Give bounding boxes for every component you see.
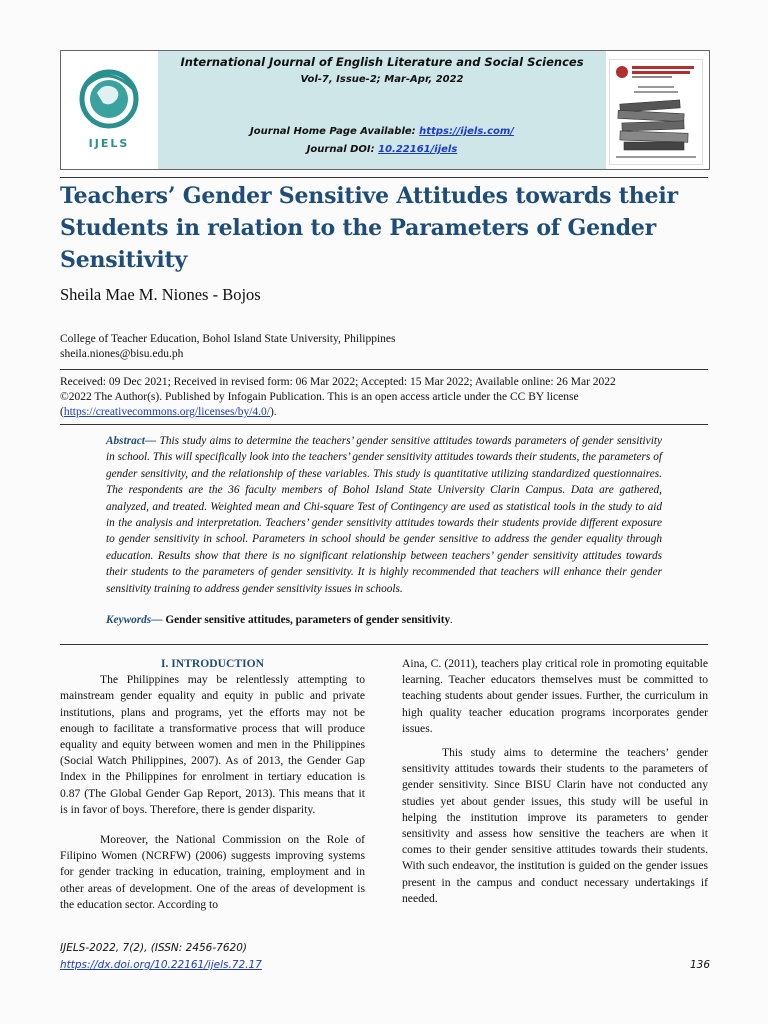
right-paragraph-2: This study aims to determine the teachers’ gender sensitivity attitudes towards their students to the parameters of gender sensitivity. Since BISU Clarin have not conducted any studies yet about gender issues, this study will be useful in helping the institution improve its parameters to gender sensitivity and assess how sensitive the teachers are when it comes to their gender sensitive attitudes towards their students. With such endeavor, the institution is guided on the gender issues present in the campus and conduct necessary undertakings if needed.	[402, 746, 708, 905]
banner-center	[158, 51, 606, 169]
left-column	[60, 656, 365, 913]
journal-home-label: Journal Home Page Available:	[250, 126, 420, 137]
journal-home	[158, 126, 606, 137]
journal-cover-image	[609, 59, 703, 165]
copyright-line: ©2022 The Author(s). Published by Infogain Publication. This is an open access article under the CC BY license	[60, 391, 579, 403]
journal-volume: Vol-7, Issue-2; Mar-Apr, 2022	[300, 74, 464, 85]
article-title: Teachers’ Gender Sensitive Attitudes towards their Students in relation to the Parameters of Gender Sensitivity	[60, 183, 678, 273]
right-column	[402, 656, 708, 907]
journal-banner	[60, 50, 710, 170]
keywords	[106, 614, 453, 626]
journal-doi-link[interactable]: 10.22161/ijels	[378, 144, 458, 155]
author-email: sheila.niones@bisu.edu.ph	[60, 348, 184, 360]
left-paragraph-1: The Philippines may be relentlessly attempting to mainstream gender equality and equity in public and private institutions, plans and programs, yet the efforts may not be enough to facilitate a transformative process that will produce equality and equity between women and men in the Philippines (Social Watch Philippines, 2007). As of 2013, the Gender Gap Index in the Philippines for enrolment in tertiary education is 0.87 (The Global Gender Gap Report, 2013). This means that it is in favor of boys. Therefore, there is gender disparity.	[60, 673, 365, 816]
section-heading: I. INTRODUCTION	[160, 657, 265, 670]
abstract	[106, 433, 662, 597]
logo-text: IJELS	[88, 137, 130, 150]
keywords-text: Gender sensitive attitudes, parameters of gender sensitivity	[162, 614, 451, 626]
journal-home-link[interactable]: https://ijels.com/	[419, 126, 514, 137]
publication-dates: Received: 09 Dec 2021; Received in revised form: 06 Mar 2022; Accepted: 15 Mar 2022; Available online: 26 Mar 2022	[60, 376, 616, 388]
abstract-bottom-rule	[60, 644, 708, 645]
right-paragraph-1: Aina, C. (2011), teachers play critical role in promoting equitable learning. Teacher educators themselves must be committed to teaching students about gender issues. Further, the curriculum in high quality teacher education programs incorporates gender issues.	[402, 657, 708, 735]
abstract-label: Abstract—	[106, 435, 157, 447]
journal-title: International Journal of English Literature and Social Sciences	[180, 55, 584, 69]
page-number: 136	[690, 959, 711, 971]
keywords-end: .	[450, 614, 453, 626]
dates-rule	[60, 369, 708, 370]
footer-citation: IJELS-2022, 7(2), (ISSN: 2456-7620)	[60, 942, 247, 954]
journal-doi	[158, 144, 606, 155]
journal-logo	[73, 65, 145, 155]
abstract-text: This study aims to determine the teachers’ gender sensitive attitudes towards parameters of gender sensitivity in school. This will specifically look into the teachers’ gender sensitivity attitudes towards their students, the parameters of gender sensitivity, and the relationship of these variables. This study is quantitative utilizing standardized questionnaires. The respondents are the 36 faculty members of Bohol Island State University Clarin Campus. Data are gathered, analyzed, and treated. Weighted mean and Chi-square Test of Contingency are used as statistical tools in the study to aid in the analysis and interpretation. Teachers’ gender sensitivity attitudes towards their students provide different exposure to gender sensitivity in school. Parameters in school should be gender sensitive to address the gender equality through education. Results show that there is no significant relationship between teachers’ gender sensitivity attitudes towards their students to the parameters of gender sensitivity. It is highly recommended that teachers will enhance their gender sensitivity training to address gender sensitivity issues in schools.	[106, 435, 662, 595]
journal-doi-label: Journal DOI:	[306, 144, 379, 155]
affiliation: College of Teacher Education, Bohol Island State University, Philippines	[60, 333, 396, 345]
header-rule	[60, 177, 708, 178]
abstract-top-rule	[60, 424, 708, 425]
affiliation-block	[60, 332, 680, 362]
keywords-label: Keywords—	[106, 614, 163, 626]
footer-doi-link[interactable]: https://dx.doi.org/10.22161/ijels.72.17	[60, 959, 262, 971]
publication-info	[60, 375, 710, 420]
left-paragraph-2: Moreover, the National Commission on the Role of Filipino Women (NCRFW) (2006) suggests improving systems for gender tracking in education, training, employment and in other areas of development. One of the areas of development is the education sector. According to	[60, 833, 365, 911]
license-link[interactable]: (https://creativecommons.org/licenses/by/4.0/).	[60, 406, 277, 418]
license-url[interactable]: https://creativecommons.org/licenses/by/4.0/	[63, 406, 270, 418]
article-author: Sheila Mae M. Niones - Bojos	[60, 285, 261, 304]
